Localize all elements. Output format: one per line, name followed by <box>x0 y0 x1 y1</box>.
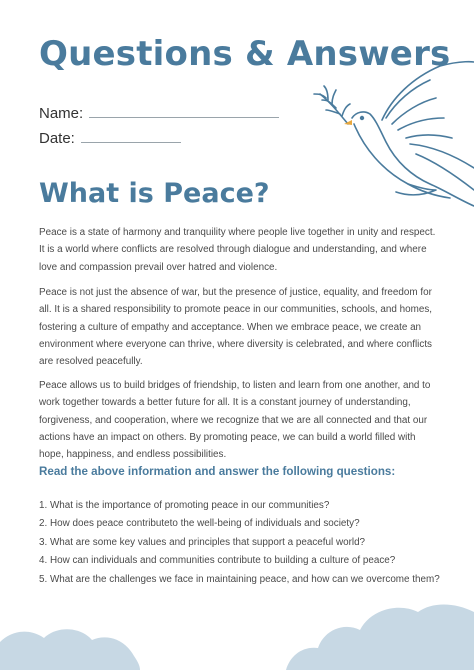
cloud-icon <box>0 622 140 670</box>
question-item: 5. What are the challenges we face in maintaining peace, and how can we overcome them? <box>39 573 440 585</box>
question-list <box>39 497 459 589</box>
question-item: 2. How does peace contributeto the well-being of individuals and society? <box>39 518 360 530</box>
cloud-icon <box>286 598 474 670</box>
instruction-text: Read the above information and answer the following questions: <box>39 465 396 478</box>
name-label: Name: <box>39 105 84 122</box>
dove-icon <box>312 58 474 208</box>
question-item: 4. How can individuals and communities contribute to building a culture of peace? <box>39 555 396 567</box>
name-field <box>39 105 279 122</box>
question-item: 3. What are some key values and principles that support a peaceful world? <box>39 536 366 548</box>
name-line[interactable] <box>89 116 279 118</box>
paragraph-3: Peace allows us to build bridges of friendship, to listen and learn from one another, and to work together towards a better future for all. It is a constant journey of understanding, forgiveness, and cooperation, where we recognize that we are all connected and that our actions have an impact on others. By promoting peace, we can build a world filled with hope, happiness, and endless possibilities. <box>39 380 431 461</box>
paragraph-1: Peace is a state of harmony and tranquility where people live together in unity and respect. It is a world where conflicts are resolved through dialogue and understanding, and where love and compassion prevail over hatred and violence. <box>39 227 436 273</box>
page-title: Questions & Answers <box>39 34 451 74</box>
section-heading: What is Peace? <box>39 178 270 209</box>
date-line[interactable] <box>81 141 181 143</box>
question-item: 1. What is the importance of promoting peace in our communities? <box>39 500 330 511</box>
date-label: Date: <box>39 130 75 147</box>
date-field <box>39 130 181 147</box>
paragraph-2: Peace is not just the absence of war, but the presence of justice, equality, and freedom for all. It is a shared responsibility to promote peace in our communities, schools, and homes, fostering a culture of empathy and acceptance. When we embrace peace, we create an environment where everyone can thrive, where diversity is celebrated, and where conflicts are resolved peacefully. <box>39 287 432 368</box>
